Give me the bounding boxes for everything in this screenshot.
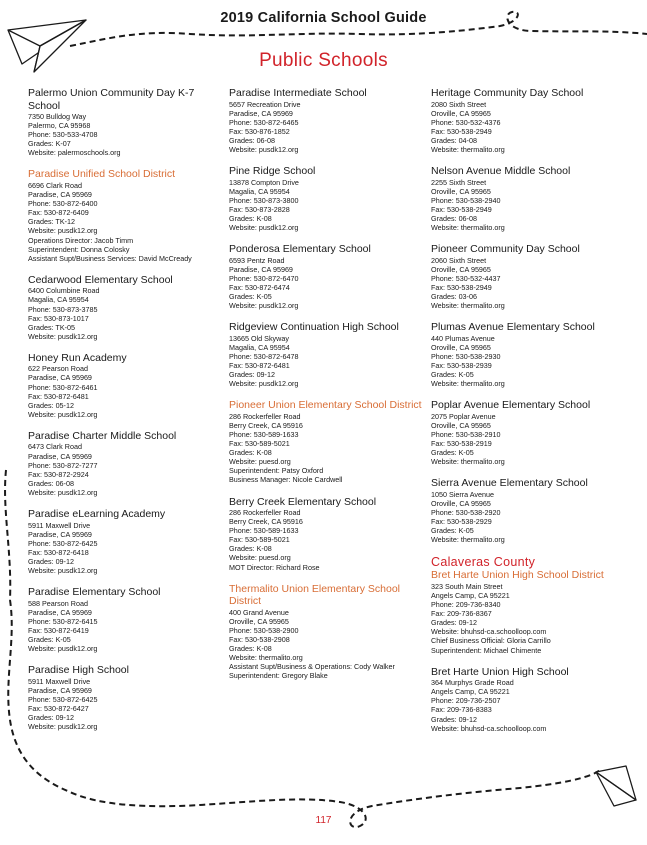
entry-details — [229, 256, 422, 311]
detail-line: Fax: 530-538-2949 — [431, 204, 492, 214]
detail-line: 5911 Maxwell Drive — [28, 676, 91, 686]
detail-line: 7350 Bulldog Way — [28, 112, 87, 121]
detail-line: 5911 Maxwell Drive — [28, 520, 91, 530]
entry-details — [28, 521, 220, 576]
entry-name: Bret Harte Union High School — [431, 665, 569, 678]
detail-line: Grades: K-05 — [431, 448, 474, 458]
detail-line: Grades: 09-12 — [28, 556, 74, 566]
detail-line: Grades: K-08 — [229, 544, 272, 554]
detail-line: Grades: TK-05 — [28, 322, 76, 332]
entry-name: Paradise Elementary School — [28, 586, 161, 599]
detail-line: Website: pusdk12.org — [28, 722, 98, 732]
district-entry — [229, 583, 422, 681]
school-entry — [229, 243, 422, 310]
detail-line: Magalia, CA 95954 — [28, 295, 89, 305]
entry-details — [431, 100, 631, 155]
detail-line: 400 Grand Avenue — [229, 607, 289, 617]
detail-line: 13878 Compton Drive — [229, 177, 299, 187]
entry-name: Heritage Community Day School — [431, 87, 584, 99]
detail-line: Fax: 530-872-2924 — [28, 469, 89, 479]
detail-line: Website: thermalito.org — [431, 457, 505, 467]
entry-name: Plumas Avenue Elementary School — [431, 321, 595, 334]
detail-line: Website: pusdk12.org — [28, 487, 98, 497]
detail-line: Phone: 530-538-2920 — [431, 508, 501, 517]
left-dashed-line — [5, 470, 10, 600]
entry-name: Ridgeview Continuation High School — [229, 321, 399, 334]
county-heading — [431, 555, 631, 569]
school-entry — [28, 430, 220, 497]
detail-line: Grades: K-08 — [229, 213, 272, 223]
section-title: Public Schools — [259, 50, 388, 71]
detail-line: Website: pusdk12.org — [28, 644, 98, 654]
entry-details — [431, 582, 631, 655]
school-entry — [431, 243, 631, 310]
detail-line: Fax: 530-872-6481 — [28, 391, 89, 401]
school-entry — [431, 399, 631, 466]
entry-details — [229, 412, 422, 485]
entry-details — [431, 678, 631, 733]
detail-line: Paradise, CA 95969 — [229, 108, 293, 118]
detail-line: Fax: 209-736-8367 — [431, 609, 492, 619]
detail-line: Operations Director: Jacob Timm — [28, 235, 134, 245]
detail-line: Berry Creek, CA 95916 — [229, 420, 303, 430]
detail-line: Website: pusdk12.org — [229, 301, 299, 311]
detail-line: Phone: 530-538-2930 — [431, 351, 501, 361]
detail-line: Paradise, CA 95969 — [28, 607, 92, 617]
entry-name: Berry Creek Elementary School — [229, 495, 377, 508]
detail-line: 2075 Poplar Avenue — [431, 411, 496, 421]
detail-line: Website: puesd.org — [229, 457, 291, 467]
detail-line: 6593 Pentz Road — [229, 255, 285, 265]
detail-line: Phone: 530-589-1633 — [229, 526, 299, 536]
detail-line: Website: thermalito.org — [431, 223, 505, 233]
school-entry — [431, 666, 631, 733]
entry-details — [28, 181, 220, 263]
detail-line: 6473 Clark Road — [28, 442, 82, 452]
detail-line: Grades: 04-08 — [431, 135, 477, 145]
detail-line: Grades: K-07 — [28, 139, 71, 149]
detail-line: Website: bhuhsd-ca.schoolloop.com — [431, 627, 547, 637]
school-entry — [431, 87, 631, 154]
county-name: Calaveras County — [431, 555, 536, 570]
column-3 — [431, 87, 631, 744]
school-entry — [28, 87, 220, 157]
detail-line: Fax: 530-872-6427 — [28, 703, 89, 713]
detail-line: 364 Murphys Grade Road — [431, 678, 514, 688]
detail-line: 323 South Main Street — [431, 581, 503, 591]
entry-name: Pine Ridge School — [229, 165, 316, 178]
entry-details — [229, 178, 422, 233]
detail-line: Grades: 09-12 — [229, 370, 275, 380]
detail-line: Business Manager: Nicole Cardwell — [229, 475, 343, 485]
detail-line: Website: bhuhsd-ca.schoolloop.com — [431, 723, 547, 733]
entry-name: Sierra Avenue Elementary School — [431, 477, 588, 490]
detail-line: 286 Rockerfeller Road — [229, 508, 301, 517]
detail-line: Grades: 05-12 — [28, 400, 74, 410]
detail-line: Phone: 530-872-6461 — [28, 382, 98, 392]
column-1 — [28, 87, 220, 742]
school-entry — [229, 165, 422, 232]
paper-plane-icon — [596, 766, 636, 806]
detail-line: Phone: 209-736-2507 — [431, 696, 501, 706]
detail-line: Phone: 530-589-1633 — [229, 429, 299, 439]
detail-line: Fax: 530-538-2929 — [431, 517, 492, 527]
detail-line: Fax: 530-872-6474 — [229, 282, 290, 292]
detail-line: Paradise, CA 95969 — [28, 529, 92, 539]
district-entry — [28, 168, 220, 262]
detail-line: Phone: 530-872-6425 — [28, 694, 98, 704]
school-entry — [28, 586, 220, 653]
column-2 — [229, 87, 422, 691]
detail-line: Fax: 530-538-2939 — [431, 360, 492, 370]
detail-line: Phone: 530-872-6478 — [229, 351, 299, 361]
detail-line: 13665 Old Skyway — [229, 333, 289, 343]
school-entry — [28, 274, 220, 341]
detail-line: Oroville, CA 95965 — [431, 342, 491, 352]
detail-line: Fax: 530-538-2919 — [431, 439, 492, 449]
detail-line: Website: thermalito.org — [431, 379, 505, 389]
entry-name: Bret Harte Union High School District — [431, 569, 604, 582]
entry-name: Paradise eLearning Academy — [28, 508, 166, 520]
detail-line: Grades: 09-12 — [431, 714, 477, 724]
detail-line: Angels Camp, CA 95221 — [431, 687, 510, 697]
school-entry — [431, 165, 631, 232]
detail-line: Palermo, CA 95968 — [28, 121, 91, 131]
detail-line: Fax: 530-872-6481 — [229, 360, 290, 370]
entry-name: Poplar Avenue Elementary School — [431, 399, 591, 412]
entry-details — [229, 608, 422, 681]
entry-name: Thermalito Union Elementary School District — [229, 582, 400, 608]
detail-line: 440 Plumas Avenue — [431, 333, 495, 343]
detail-line: Phone: 530-872-6470 — [229, 273, 299, 283]
detail-line: Paradise, CA 95969 — [28, 451, 92, 461]
school-entry — [28, 352, 220, 419]
detail-line: 6696 Clark Road — [28, 180, 82, 190]
school-entry — [431, 321, 631, 388]
detail-line: Fax: 530-538-2949 — [431, 282, 492, 292]
detail-line: Fax: 530-589-5021 — [229, 535, 290, 545]
detail-line: Berry Creek, CA 95916 — [229, 517, 303, 527]
entry-name: Palermo Union Community Day K-7 School — [28, 87, 195, 112]
school-entry — [229, 321, 422, 388]
detail-line: 5657 Recreation Drive — [229, 99, 301, 109]
detail-line: Fax: 530-872-6419 — [28, 625, 89, 635]
detail-line: Website: thermalito.org — [431, 144, 505, 154]
detail-line: MOT Director: Richard Rose — [229, 562, 320, 572]
entry-details — [28, 442, 220, 497]
entry-name: Pioneer Union Elementary School District — [229, 399, 422, 412]
school-entry — [431, 477, 631, 544]
detail-line: Assistant Supt/Business Services: David McCready — [28, 253, 192, 263]
entry-details — [431, 334, 631, 389]
detail-line: Fax: 530-876-1852 — [229, 126, 290, 136]
detail-line: Grades: 06-08 — [431, 213, 477, 223]
detail-line: Fax: 209-736-8383 — [431, 705, 492, 715]
detail-line: Website: pusdk12.org — [229, 223, 299, 233]
entry-details — [229, 508, 422, 572]
entry-details — [431, 412, 631, 467]
entry-name: Ponderosa Elementary School — [229, 243, 371, 256]
detail-line: Grades: K-05 — [431, 370, 474, 380]
detail-line: Grades: 03-06 — [431, 292, 477, 301]
detail-line: Grades: K-08 — [229, 448, 272, 458]
school-entry — [229, 496, 422, 572]
entry-details — [28, 677, 220, 732]
detail-line: 6400 Columbine Road — [28, 286, 100, 296]
detail-line: Phone: 530-872-6400 — [28, 199, 98, 209]
detail-line: Fax: 530-538-2908 — [229, 634, 290, 644]
detail-line: Magalia, CA 95954 — [229, 186, 290, 196]
detail-line: Paradise, CA 95969 — [28, 190, 92, 200]
detail-line: Grades: 09-12 — [28, 713, 74, 722]
detail-line: Phone: 209-736-8340 — [431, 600, 501, 610]
detail-line: Phone: 530-872-6415 — [28, 616, 98, 626]
entry-details — [28, 286, 220, 341]
detail-line: Grades: 09-12 — [431, 618, 477, 628]
entry-details — [28, 364, 220, 419]
detail-line: Website: pusdk12.org — [28, 226, 98, 236]
detail-line: Grades: K-05 — [229, 292, 272, 301]
detail-line: Website: pusdk12.org — [28, 409, 98, 419]
school-entry — [28, 508, 220, 575]
detail-line: Fax: 530-538-2949 — [431, 126, 492, 136]
detail-line: Angels Camp, CA 95221 — [431, 590, 510, 600]
entry-name: Paradise Intermediate School — [229, 87, 367, 99]
detail-line: Fax: 530-589-5021 — [229, 439, 290, 449]
detail-line: Fax: 530-872-6418 — [28, 547, 89, 557]
detail-line: Website: pusdk12.org — [229, 144, 299, 154]
detail-line: Phone: 530-872-6465 — [229, 117, 299, 127]
detail-line: Superintendent: Michael Chimente — [431, 645, 542, 655]
detail-line: Fax: 530-872-6409 — [28, 208, 89, 218]
entry-name: Cedarwood Elementary School — [28, 273, 173, 286]
detail-line: Grades: K-05 — [28, 634, 71, 644]
entry-name: Nelson Avenue Middle School — [431, 165, 571, 178]
entry-details — [229, 100, 422, 155]
entry-name: Paradise Unified School District — [28, 168, 176, 181]
detail-line: Paradise, CA 95969 — [28, 685, 92, 695]
entry-details — [431, 256, 631, 311]
detail-line: Oroville, CA 95965 — [431, 108, 491, 118]
detail-line: Superintendent: Donna Colosky — [28, 244, 130, 254]
detail-line: Assistant Supt/Business & Operations: Cody Walker — [229, 662, 395, 672]
detail-line: Grades: TK-12 — [28, 217, 76, 227]
detail-line: Phone: 530-538-2910 — [431, 429, 501, 439]
detail-line: Phone: 530-538-2940 — [431, 195, 501, 205]
detail-line: Superintendent: Patsy Oxford — [229, 466, 324, 476]
detail-line: Website: thermalito.org — [431, 301, 505, 311]
detail-line: Grades: 06-08 — [28, 478, 74, 488]
district-entry — [431, 569, 631, 654]
entry-details — [229, 334, 422, 389]
detail-line: Website: puesd.org — [229, 553, 291, 563]
entry-details — [28, 112, 220, 157]
detail-line: 1050 Sierra Avenue — [431, 489, 495, 499]
detail-line: Phone: 530-872-7277 — [28, 460, 98, 470]
detail-line: Website: pusdk12.org — [28, 565, 98, 575]
detail-line: Oroville, CA 95965 — [431, 264, 491, 274]
detail-line: Phone: 530-533-4708 — [28, 130, 98, 140]
detail-line: 622 Pearson Road — [28, 364, 88, 374]
detail-line: 2255 Sixth Street — [431, 177, 487, 187]
detail-line: Grades: K-08 — [229, 644, 272, 654]
entry-details — [431, 490, 631, 545]
detail-line: Chief Business Official: Gloria Carrillo — [431, 636, 551, 646]
detail-line: 2080 Sixth Street — [431, 99, 487, 109]
detail-line: Website: pusdk12.org — [28, 331, 98, 341]
entry-name: Paradise High School — [28, 664, 129, 677]
detail-line: Grades: 06-08 — [229, 135, 275, 145]
entry-name: Honey Run Academy — [28, 351, 127, 364]
detail-line: Website: thermalito.org — [229, 653, 303, 663]
detail-line: Phone: 530-538-2900 — [229, 625, 299, 635]
detail-line: Paradise, CA 95969 — [229, 264, 293, 274]
detail-line: Website: thermalito.org — [431, 535, 505, 545]
district-entry — [229, 399, 422, 484]
entry-details — [28, 599, 220, 654]
detail-line: 588 Pearson Road — [28, 598, 88, 608]
school-entry — [28, 664, 220, 731]
entry-name: Paradise Charter Middle School — [28, 429, 177, 442]
detail-line: Fax: 530-873-1017 — [28, 313, 89, 323]
guide-title: 2019 California School Guide — [220, 10, 427, 26]
detail-line: Website: palermoschools.org — [28, 148, 121, 158]
entry-name: Pioneer Community Day School — [431, 243, 580, 256]
page-number: 117 — [315, 815, 332, 826]
detail-line: Phone: 530-532-4437 — [431, 273, 501, 283]
detail-line: Fax: 530-873-2828 — [229, 204, 290, 214]
detail-line: 286 Rockerfeller Road — [229, 411, 301, 421]
detail-line: Oroville, CA 95965 — [229, 616, 289, 626]
entry-details — [431, 178, 631, 233]
detail-line: Website: pusdk12.org — [229, 379, 299, 389]
school-entry — [229, 87, 422, 154]
detail-line: Superintendent: Gregory Blake — [229, 671, 328, 681]
detail-line: Phone: 530-873-3800 — [229, 195, 299, 205]
detail-line: Phone: 530-532-4376 — [431, 117, 501, 127]
detail-line: Paradise, CA 95969 — [28, 373, 92, 383]
detail-line: Magalia, CA 95954 — [229, 342, 290, 352]
detail-line: 2060 Sixth Street — [431, 255, 487, 265]
detail-line: Grades: K-05 — [431, 526, 474, 536]
detail-line: Oroville, CA 95965 — [431, 420, 491, 430]
detail-line: Oroville, CA 95965 — [431, 498, 491, 508]
detail-line: Phone: 530-873-3785 — [28, 304, 98, 314]
detail-line: Oroville, CA 95965 — [431, 186, 491, 196]
detail-line: Phone: 530-872-6425 — [28, 538, 98, 548]
